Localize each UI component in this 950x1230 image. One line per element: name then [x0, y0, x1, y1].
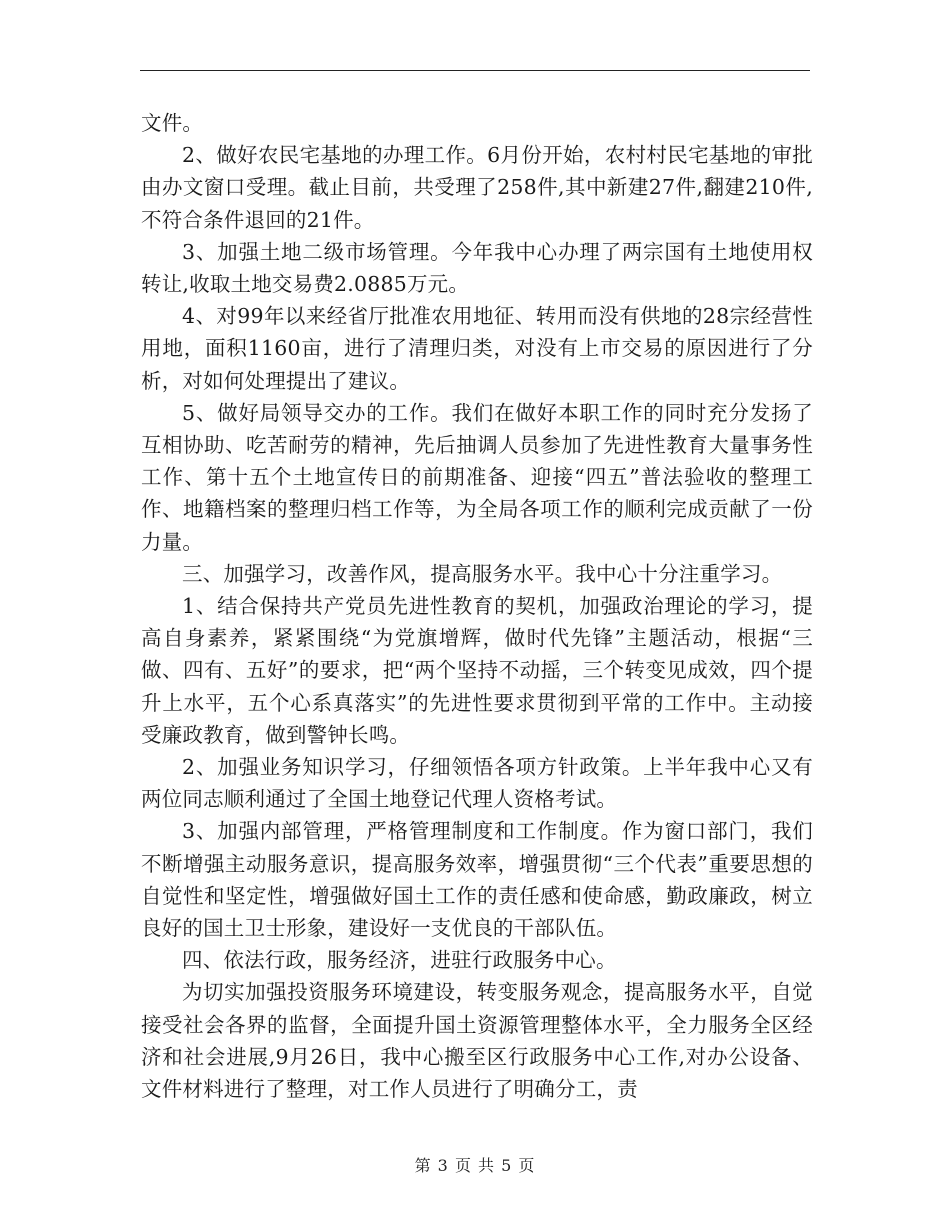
paragraph-5: 5、做好局领导交办的工作。我们在做好本职工作的同时充分发扬了互相协助、吃苦耐劳的精神，先后抽调人员参加了先进性教育大量事务性工作、第十五个土地宣传日的前期准备、迎接“四五”普法验收的整理工作、地籍档案的整理归档工作等，为全局各项工作的顺利完成贡献了一份力量。 [141, 400, 813, 554]
paragraph-1: 文件。 [141, 111, 204, 135]
page-number-footer: 第 3 页 共 5 页 [414, 1156, 536, 1175]
section-heading-4: 四、依法行政，服务经济，进驻行政服务中心。 [182, 948, 617, 973]
paragraph-4: 4、对99年以来经省厅批准农用地征、转用而没有供地的28宗经营性用地，面积1160亩，进行了清理归类，对没有上市交易的原因进行了分析，对如何处理提出了建议。 [141, 304, 813, 393]
body-text [141, 107, 813, 1105]
paragraph-3: 3、加强土地二级市场管理。今年我中心办理了两宗国有土地使用权转让,收取土地交易费2.0885万元。 [141, 239, 813, 297]
paragraph-9: 为切实加强投资服务环境建设，转变服务观念，提高服务水平，自觉接受社会各界的监督，全面提升国土资源管理整体水平，全力服务全区经济和社会进展,9月26日，我中心搬至区行政服务中心工作,对办公设备、文件材料进行了整理，对工作人员进行了明确分工，责 [141, 980, 813, 1102]
paragraph-6: 1、结合保持共产党员先进性教育的契机，加强政治理论的学习，提高自身素养，紧紧围绕“为党旗增辉，做时代先锋”主题活动，根据“三做、四有、五好”的要求，把“两个坚持不动摇，三个转变见成效，四个提升上水平，五个心系真落实”的先进性要求贯彻到平常的工作中。主动接受廉政教育，做到警钟长鸣。 [141, 594, 813, 747]
paragraph-8: 3、加强内部管理，严格管理制度和工作制度。作为窗口部门，我们不断增强主动服务意识，提高服务效率，增强贯彻“三个代表”重要思想的自觉性和坚定性，增强做好国土工作的责任感和使命感，勤政廉政，树立良好的国土卫士形象，建设好一支优良的干部队伍。 [141, 819, 813, 941]
header-rule [140, 70, 810, 71]
paragraph-7: 2、加强业务知识学习，仔细领悟各项方针政策。上半年我中心又有两位同志顺利通过了全国土地登记代理人资格考试。 [141, 755, 813, 812]
section-heading-3: 三、加强学习，改善作风，提高服务水平。我中心十分注重学习。 [182, 561, 783, 586]
paragraph-2: 2、做好农民宅基地的办理工作。6月份开始，农村村民宅基地的审批由办文窗口受理。截止目前，共受理了258件,其中新建27件,翻建210件,不符合条件退回的21件。 [141, 143, 813, 232]
